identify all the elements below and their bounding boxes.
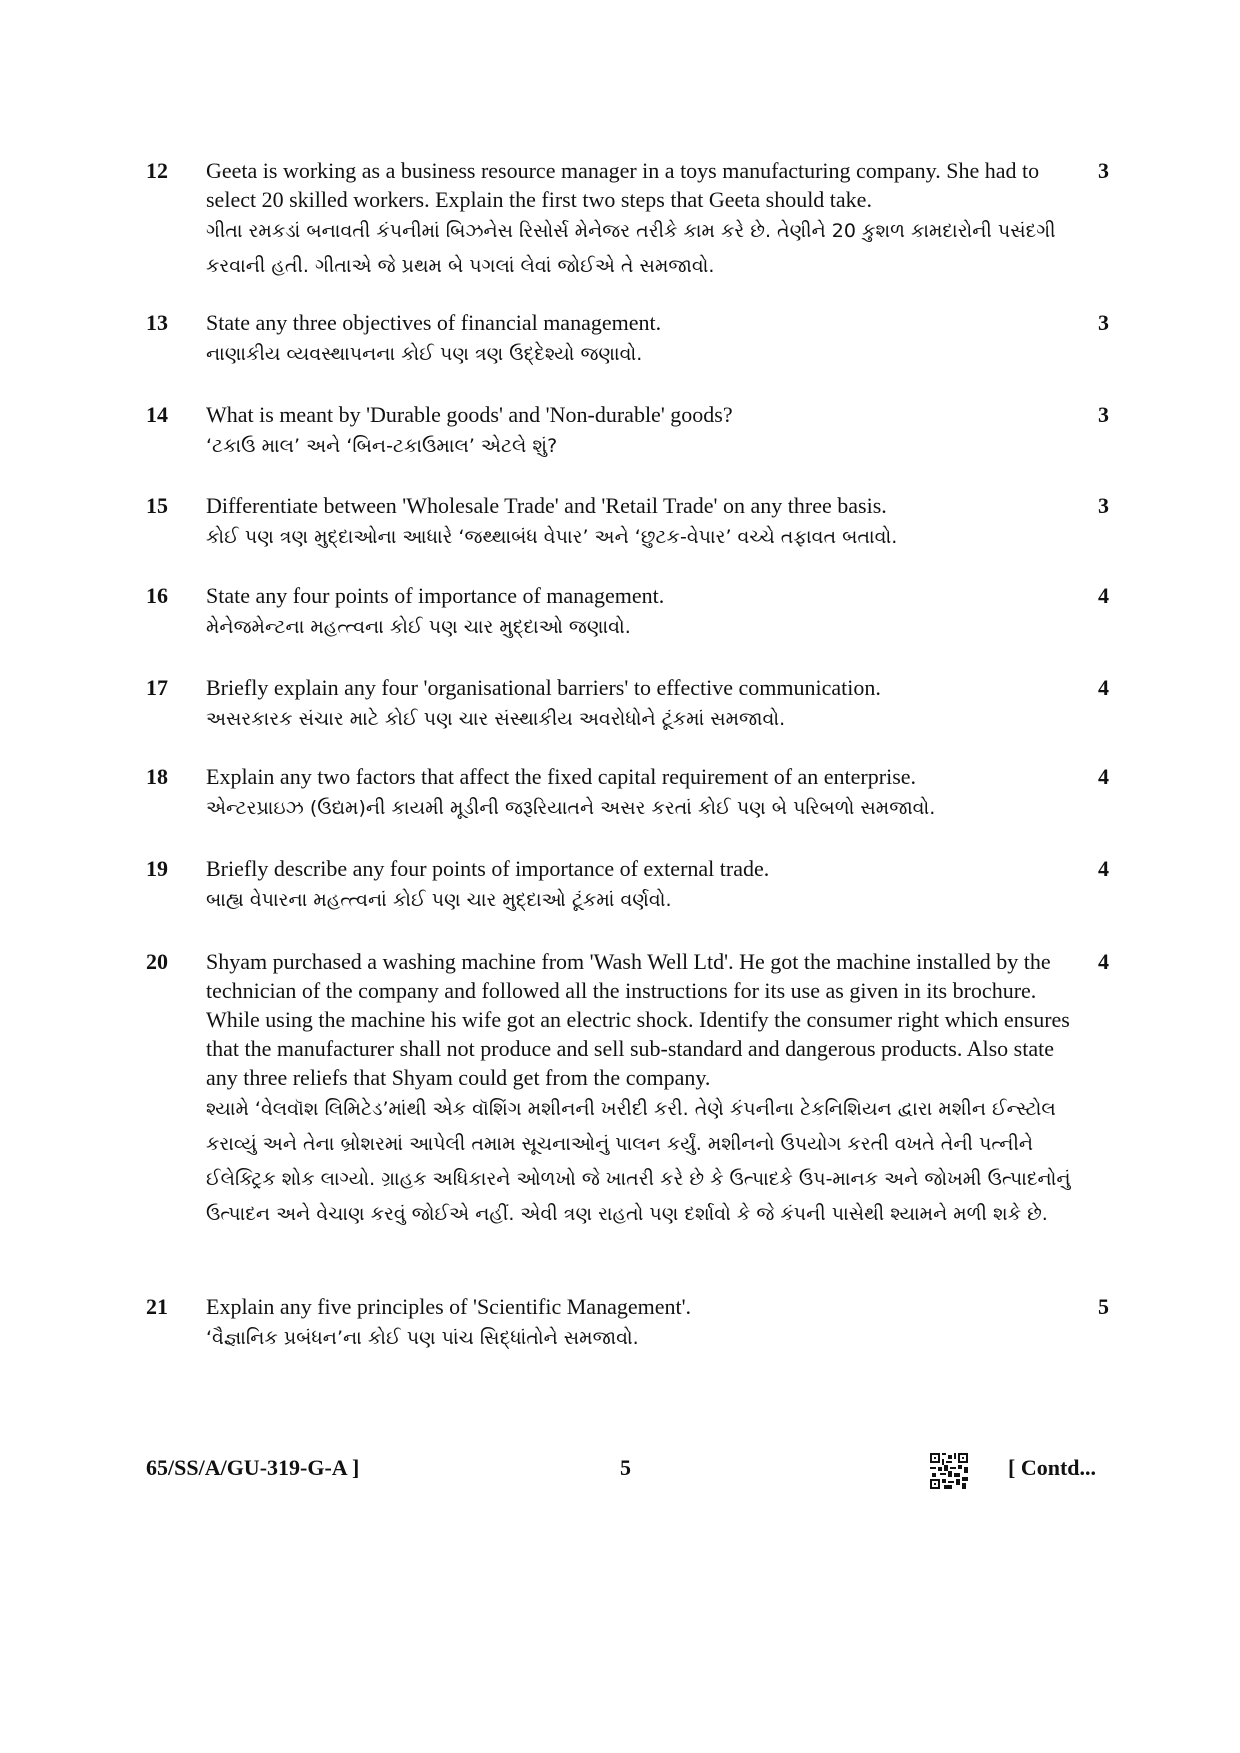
- question-number: 15: [146, 493, 168, 518]
- question-marks: 4: [1098, 949, 1109, 974]
- question-number: 17: [146, 675, 168, 700]
- question-body: [206, 156, 1086, 284]
- question-english: Briefly describe any four points of importance of external trade.: [206, 856, 770, 881]
- question-body: [206, 947, 1086, 1232]
- question-body: [206, 1292, 1086, 1356]
- question-number: 16: [146, 583, 168, 608]
- page-footer: [0, 1453, 1240, 1493]
- question-english: Geeta is working as a business resource manager in a toys manufacturing company. She had to select 20 skilled workers. Explain the first two steps that Geeta should take.: [206, 158, 1040, 212]
- question-number: 20: [146, 949, 168, 974]
- question-english: What is meant by 'Durable goods' and 'Non-durable' goods?: [206, 402, 733, 427]
- question-gujarati: ‘ટકાઉ માલ’ અને ‘બિન-ટકાઉમાલ’ એટલે શું?: [206, 435, 558, 457]
- question-english: Shyam purchased a washing machine from 'Wash Well Ltd'. He got the machine installed by the technician of the company and followed all the instructions for its use as given in its brochure. While using the machine his wife got an electric shock. Identify the consumer right which ensures that the manufacturer shall not produce and sell sub-standard and dangerous products. Also state any three reliefs that Shyam could get from the company.: [206, 949, 1070, 1090]
- question-marks: 3: [1098, 493, 1109, 518]
- continued-label: [ Contd...: [1008, 1455, 1097, 1480]
- question-english: State any four points of importance of management.: [206, 583, 665, 608]
- question-marks: 3: [1098, 402, 1109, 427]
- question-body: [206, 854, 1086, 918]
- question-marks: 4: [1098, 856, 1109, 881]
- qr-code-icon: [930, 1453, 968, 1489]
- question-gujarati: બાહ્ય વેપારના મહત્ત્વનાં કોઈ પણ ચાર મુદ્દાઓ ટૂંકમાં વર્ણવો.: [206, 889, 672, 911]
- question-body: [206, 673, 1086, 737]
- question-gujarati: ‘વૈજ્ઞાનિક પ્રબંધન’ના કોઈ પણ પાંચ સિદ્ધાંતોને સમજાવો.: [206, 1327, 639, 1349]
- question-marks: 4: [1098, 583, 1109, 608]
- question-number: 12: [146, 158, 168, 183]
- question-gujarati: અસરકારક સંચાર માટે કોઈ પણ ચાર સંસ્થાકીય અવરોધોને ટૂંકમાં સમજાવો.: [206, 708, 786, 730]
- paper-code: 65/SS/A/GU-319-G-A ]: [146, 1455, 360, 1480]
- question-number: 14: [146, 402, 168, 427]
- question-english: Explain any five principles of 'Scientific Management'.: [206, 1294, 692, 1319]
- question-gujarati: ગીતા રમકડાં બનાવતી કંપનીમાં બિઝનેસ રિસોર્સ મેનેજર તરીકે કામ કરે છે. તેણીને 20 કુશળ કામદારોની પસંદગી કરવાની હતી. ગીતાએ જે પ્રથમ બે પગલાં લેવાં જોઈએ તે સમજાવો.: [206, 220, 1056, 277]
- question-marks: 3: [1098, 310, 1109, 335]
- question-body: [206, 581, 1086, 645]
- question-marks: 4: [1098, 675, 1109, 700]
- question-english: State any three objectives of financial management.: [206, 310, 662, 335]
- question-body: [206, 762, 1086, 826]
- question-gujarati: મેનેજમેન્ટના મહત્ત્વના કોઈ પણ ચાર મુદ્દાઓ જણાવો.: [206, 616, 631, 638]
- question-marks: 3: [1098, 158, 1109, 183]
- question-english: Differentiate between 'Wholesale Trade' and 'Retail Trade' on any three basis.: [206, 493, 887, 518]
- question-body: [206, 400, 1086, 464]
- question-marks: 5: [1098, 1294, 1109, 1319]
- question-number: 19: [146, 856, 168, 881]
- question-number: 18: [146, 764, 168, 789]
- question-gujarati: કોઈ પણ ત્રણ મુદ્દાઓના આધારે ‘જથ્થાબંધ વેપાર’ અને ‘છુટક-વેપાર’ વચ્ચે તફાવત બતાવો.: [206, 526, 898, 548]
- question-number: 13: [146, 310, 168, 335]
- question-body: [206, 308, 1086, 372]
- question-marks: 4: [1098, 764, 1109, 789]
- question-body: [206, 491, 1086, 555]
- page-number: 5: [620, 1455, 631, 1480]
- question-number: 21: [146, 1294, 168, 1319]
- question-english: Explain any two factors that affect the fixed capital requirement of an enterprise.: [206, 764, 917, 789]
- question-gujarati: એન્ટરપ્રાઇઝ (ઉદ્યમ)ની કાયમી મૂડીની જરૂરિયાતને અસર કરતાં કોઈ પણ બે પરિબળો સમજાવો.: [206, 797, 936, 819]
- question-gujarati: નાણાકીય વ્યવસ્થાપનના કોઈ પણ ત્રણ ઉદ્દેશ્યો જણાવો.: [206, 343, 643, 365]
- question-english: Briefly explain any four 'organisational barriers' to effective communication.: [206, 675, 881, 700]
- question-gujarati: શ્યામે ‘વેલવૉશ લિમિટેડ’માંથી એક વૉશિંગ મશીનની ખરીદી કરી. તેણે કંપનીના ટેકનિશિયન દ્વારા મશીન ઈન્સ્ટોલ કરાવ્યું અને તેના બ્રોશરમાં આપેલી તમામ સૂચનાઓનું પાલન કર્યું. મશીનનો ઉપયોગ કરતી વખતે તેની પત્નીને ઈલેક્ટ્રિક શોક લાગ્યો. ગ્રાહક અધિકારને ઓળખો જે ખાતરી કરે છે કે ઉત્પાદકે ઉપ-માનક અને જોખમી ઉત્પાદનોનું ઉત્પાદન અને વેચાણ કરવું જોઈએ નહીં. એવી ત્રણ રાહતો પણ દર્શાવો કે જે કંપની પાસેથી શ્યામને મળી શકે છે.: [206, 1098, 1071, 1225]
